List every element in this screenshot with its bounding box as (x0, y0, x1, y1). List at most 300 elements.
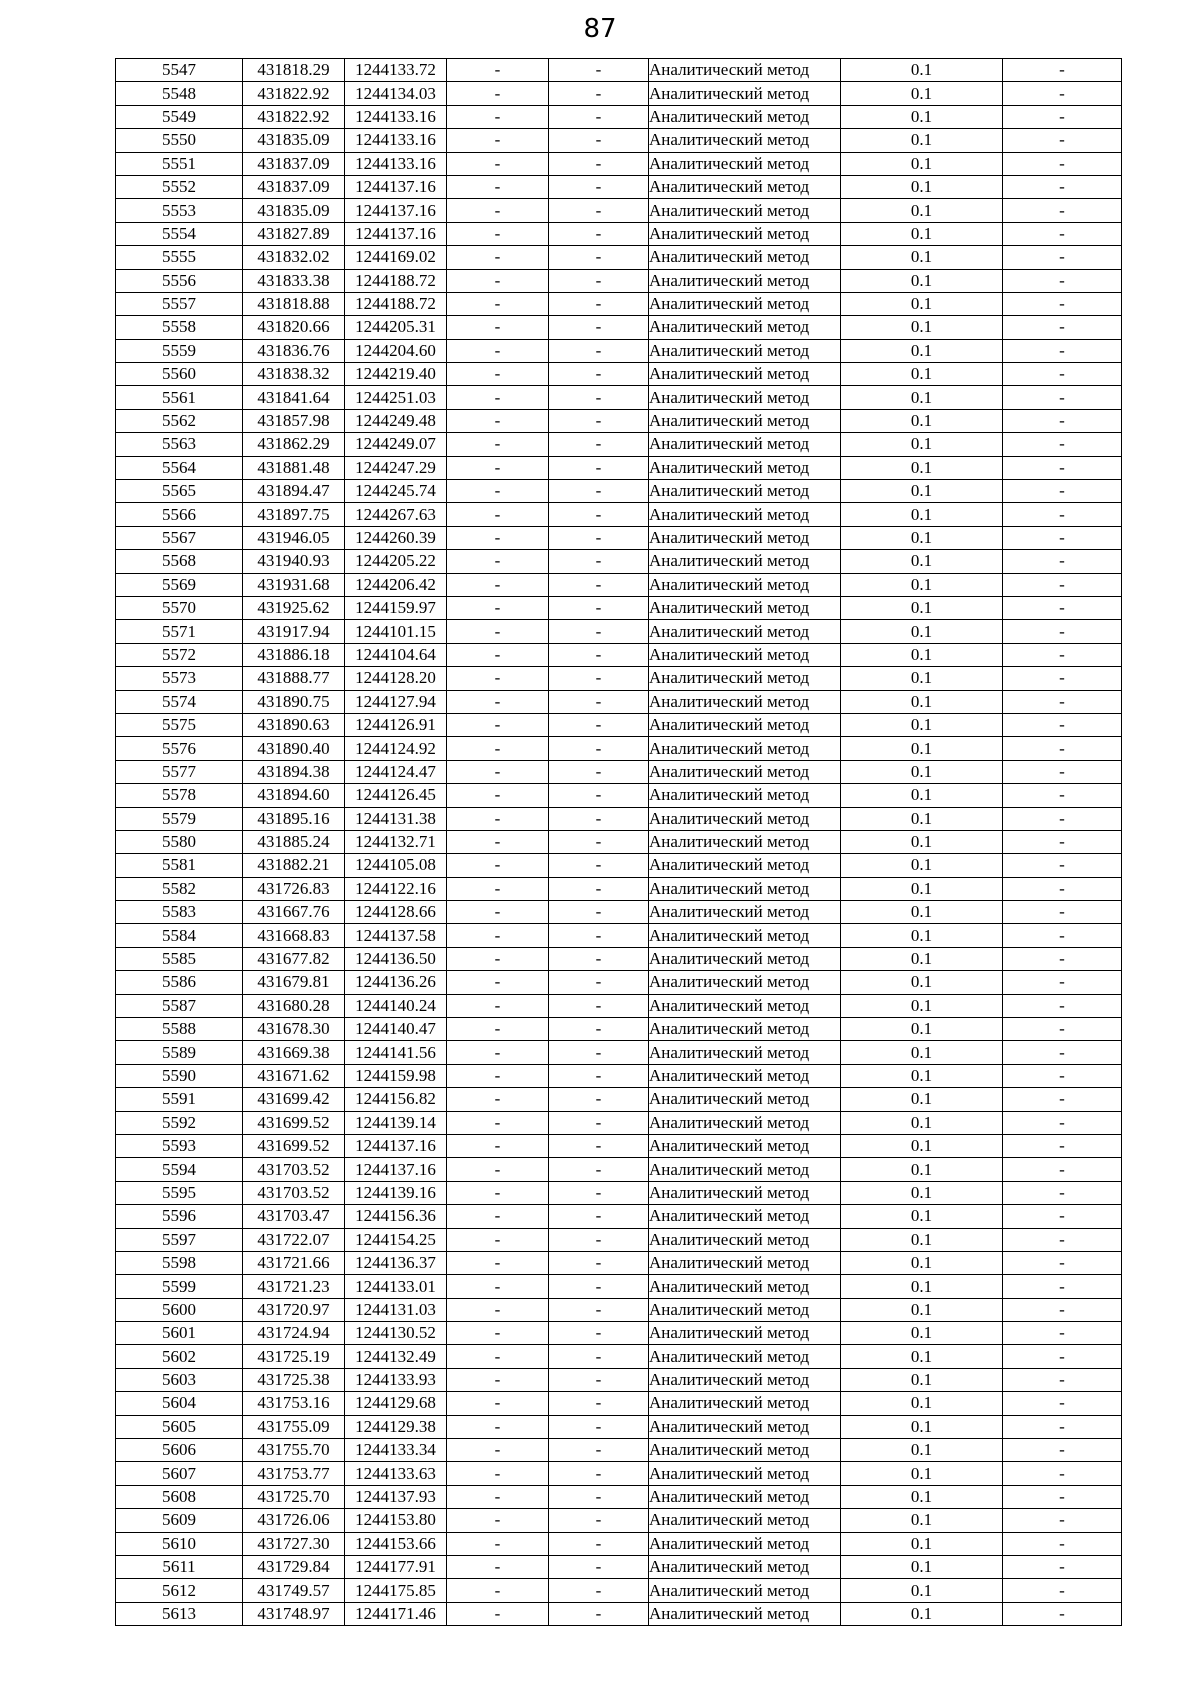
empty-value-cell: - (1003, 456, 1122, 479)
empty-value-cell: - (447, 1158, 549, 1181)
empty-value-cell: - (447, 1018, 549, 1041)
x-coordinate-cell: 431881.48 (243, 456, 345, 479)
method-cell: Аналитический метод (649, 550, 841, 573)
precision-cell: 0.1 (841, 456, 1003, 479)
empty-value-cell: - (549, 1368, 649, 1391)
precision-cell: 0.1 (841, 924, 1003, 947)
precision-cell: 0.1 (841, 947, 1003, 970)
point-number-cell: 5577 (116, 760, 243, 783)
method-cell: Аналитический метод (649, 222, 841, 245)
empty-value-cell: - (549, 503, 649, 526)
precision-cell: 0.1 (841, 1088, 1003, 1111)
point-number-cell: 5594 (116, 1158, 243, 1181)
y-coordinate-cell: 1244156.36 (345, 1205, 447, 1228)
empty-value-cell: - (549, 924, 649, 947)
y-coordinate-cell: 1244205.31 (345, 316, 447, 339)
y-coordinate-cell: 1244249.07 (345, 433, 447, 456)
table-row (116, 1322, 1122, 1345)
point-number-cell: 5561 (116, 386, 243, 409)
empty-value-cell: - (549, 1485, 649, 1508)
empty-value-cell: - (1003, 363, 1122, 386)
method-cell: Аналитический метод (649, 830, 841, 853)
method-cell: Аналитический метод (649, 1205, 841, 1228)
empty-value-cell: - (447, 994, 549, 1017)
x-coordinate-cell: 431841.64 (243, 386, 345, 409)
empty-value-cell: - (1003, 1439, 1122, 1462)
precision-cell: 0.1 (841, 784, 1003, 807)
method-cell: Аналитический метод (649, 1556, 841, 1579)
empty-value-cell: - (1003, 526, 1122, 549)
empty-value-cell: - (447, 1415, 549, 1438)
empty-value-cell: - (549, 292, 649, 315)
table-row (116, 643, 1122, 666)
y-coordinate-cell: 1244104.64 (345, 643, 447, 666)
empty-value-cell: - (447, 480, 549, 503)
empty-value-cell: - (549, 690, 649, 713)
empty-value-cell: - (447, 901, 549, 924)
table-row (116, 199, 1122, 222)
empty-value-cell: - (549, 854, 649, 877)
point-number-cell: 5595 (116, 1181, 243, 1204)
method-cell: Аналитический метод (649, 1322, 841, 1345)
empty-value-cell: - (549, 1111, 649, 1134)
y-coordinate-cell: 1244105.08 (345, 854, 447, 877)
empty-value-cell: - (549, 1205, 649, 1228)
method-cell: Аналитический метод (649, 596, 841, 619)
empty-value-cell: - (549, 1392, 649, 1415)
method-cell: Аналитический метод (649, 713, 841, 736)
empty-value-cell: - (447, 339, 549, 362)
y-coordinate-cell: 1244140.47 (345, 1018, 447, 1041)
table-row (116, 1134, 1122, 1157)
table-row (116, 1181, 1122, 1204)
x-coordinate-cell: 431725.38 (243, 1368, 345, 1391)
precision-cell: 0.1 (841, 1462, 1003, 1485)
method-cell: Аналитический метод (649, 339, 841, 362)
empty-value-cell: - (549, 199, 649, 222)
precision-cell: 0.1 (841, 971, 1003, 994)
empty-value-cell: - (549, 830, 649, 853)
point-number-cell: 5562 (116, 409, 243, 432)
table-row (116, 901, 1122, 924)
method-cell: Аналитический метод (649, 386, 841, 409)
y-coordinate-cell: 1244129.68 (345, 1392, 447, 1415)
empty-value-cell: - (447, 246, 549, 269)
x-coordinate-cell: 431699.52 (243, 1134, 345, 1157)
empty-value-cell: - (549, 129, 649, 152)
point-number-cell: 5598 (116, 1251, 243, 1274)
precision-cell: 0.1 (841, 760, 1003, 783)
table-row (116, 456, 1122, 479)
y-coordinate-cell: 1244132.49 (345, 1345, 447, 1368)
empty-value-cell: - (1003, 1322, 1122, 1345)
empty-value-cell: - (447, 854, 549, 877)
method-cell: Аналитический метод (649, 456, 841, 479)
y-coordinate-cell: 1244251.03 (345, 386, 447, 409)
empty-value-cell: - (1003, 596, 1122, 619)
x-coordinate-cell: 431669.38 (243, 1041, 345, 1064)
method-cell: Аналитический метод (649, 1111, 841, 1134)
y-coordinate-cell: 1244204.60 (345, 339, 447, 362)
empty-value-cell: - (447, 643, 549, 666)
x-coordinate-cell: 431917.94 (243, 620, 345, 643)
point-number-cell: 5610 (116, 1532, 243, 1555)
method-cell: Аналитический метод (649, 1158, 841, 1181)
precision-cell: 0.1 (841, 1275, 1003, 1298)
empty-value-cell: - (1003, 573, 1122, 596)
empty-value-cell: - (549, 105, 649, 128)
x-coordinate-cell: 431668.83 (243, 924, 345, 947)
point-number-cell: 5560 (116, 363, 243, 386)
table-row (116, 1228, 1122, 1251)
point-number-cell: 5569 (116, 573, 243, 596)
table-row (116, 1392, 1122, 1415)
precision-cell: 0.1 (841, 1041, 1003, 1064)
table-row (116, 1602, 1122, 1625)
empty-value-cell: - (447, 667, 549, 690)
precision-cell: 0.1 (841, 643, 1003, 666)
empty-value-cell: - (447, 807, 549, 830)
x-coordinate-cell: 431946.05 (243, 526, 345, 549)
y-coordinate-cell: 1244136.50 (345, 947, 447, 970)
point-number-cell: 5557 (116, 292, 243, 315)
empty-value-cell: - (447, 433, 549, 456)
point-number-cell: 5600 (116, 1298, 243, 1321)
x-coordinate-cell: 431725.19 (243, 1345, 345, 1368)
table-row (116, 1462, 1122, 1485)
empty-value-cell: - (447, 620, 549, 643)
empty-value-cell: - (447, 1579, 549, 1602)
empty-value-cell: - (549, 386, 649, 409)
table-row (116, 152, 1122, 175)
empty-value-cell: - (447, 1439, 549, 1462)
method-cell: Аналитический метод (649, 129, 841, 152)
x-coordinate-cell: 431897.75 (243, 503, 345, 526)
method-cell: Аналитический метод (649, 292, 841, 315)
empty-value-cell: - (549, 737, 649, 760)
x-coordinate-cell: 431886.18 (243, 643, 345, 666)
precision-cell: 0.1 (841, 1298, 1003, 1321)
empty-value-cell: - (549, 1509, 649, 1532)
empty-value-cell: - (549, 971, 649, 994)
empty-value-cell: - (549, 1228, 649, 1251)
point-number-cell: 5609 (116, 1509, 243, 1532)
precision-cell: 0.1 (841, 877, 1003, 900)
table-row (116, 1439, 1122, 1462)
empty-value-cell: - (447, 1275, 549, 1298)
y-coordinate-cell: 1244133.16 (345, 129, 447, 152)
y-coordinate-cell: 1244156.82 (345, 1088, 447, 1111)
empty-value-cell: - (1003, 1298, 1122, 1321)
empty-value-cell: - (447, 947, 549, 970)
empty-value-cell: - (447, 105, 549, 128)
x-coordinate-cell: 431931.68 (243, 573, 345, 596)
method-cell: Аналитический метод (649, 1462, 841, 1485)
table-row (116, 947, 1122, 970)
x-coordinate-cell: 431820.66 (243, 316, 345, 339)
empty-value-cell: - (1003, 129, 1122, 152)
precision-cell: 0.1 (841, 1439, 1003, 1462)
x-coordinate-cell: 431680.28 (243, 994, 345, 1017)
empty-value-cell: - (1003, 971, 1122, 994)
precision-cell: 0.1 (841, 690, 1003, 713)
empty-value-cell: - (549, 620, 649, 643)
empty-value-cell: - (447, 292, 549, 315)
method-cell: Аналитический метод (649, 246, 841, 269)
precision-cell: 0.1 (841, 526, 1003, 549)
y-coordinate-cell: 1244127.94 (345, 690, 447, 713)
empty-value-cell: - (1003, 877, 1122, 900)
y-coordinate-cell: 1244169.02 (345, 246, 447, 269)
table-row (116, 924, 1122, 947)
point-number-cell: 5556 (116, 269, 243, 292)
empty-value-cell: - (549, 480, 649, 503)
y-coordinate-cell: 1244130.52 (345, 1322, 447, 1345)
empty-value-cell: - (447, 409, 549, 432)
point-number-cell: 5571 (116, 620, 243, 643)
point-number-cell: 5563 (116, 433, 243, 456)
method-cell: Аналитический метод (649, 59, 841, 82)
y-coordinate-cell: 1244124.47 (345, 760, 447, 783)
precision-cell: 0.1 (841, 1158, 1003, 1181)
x-coordinate-cell: 431667.76 (243, 901, 345, 924)
method-cell: Аналитический метод (649, 363, 841, 386)
empty-value-cell: - (549, 1579, 649, 1602)
table-row (116, 784, 1122, 807)
empty-value-cell: - (447, 1088, 549, 1111)
empty-value-cell: - (447, 1228, 549, 1251)
empty-value-cell: - (1003, 1228, 1122, 1251)
empty-value-cell: - (549, 152, 649, 175)
empty-value-cell: - (1003, 1602, 1122, 1625)
method-cell: Аналитический метод (649, 175, 841, 198)
empty-value-cell: - (1003, 82, 1122, 105)
empty-value-cell: - (447, 1368, 549, 1391)
x-coordinate-cell: 431925.62 (243, 596, 345, 619)
table-row (116, 620, 1122, 643)
point-number-cell: 5592 (116, 1111, 243, 1134)
method-cell: Аналитический метод (649, 1509, 841, 1532)
point-number-cell: 5549 (116, 105, 243, 128)
point-number-cell: 5572 (116, 643, 243, 666)
y-coordinate-cell: 1244126.45 (345, 784, 447, 807)
y-coordinate-cell: 1244126.91 (345, 713, 447, 736)
empty-value-cell: - (549, 573, 649, 596)
empty-value-cell: - (1003, 994, 1122, 1017)
empty-value-cell: - (1003, 105, 1122, 128)
empty-value-cell: - (549, 1181, 649, 1204)
method-cell: Аналитический метод (649, 737, 841, 760)
empty-value-cell: - (1003, 1064, 1122, 1087)
empty-value-cell: - (549, 784, 649, 807)
empty-value-cell: - (447, 713, 549, 736)
point-number-cell: 5597 (116, 1228, 243, 1251)
empty-value-cell: - (549, 246, 649, 269)
x-coordinate-cell: 431833.38 (243, 269, 345, 292)
precision-cell: 0.1 (841, 854, 1003, 877)
empty-value-cell: - (447, 1251, 549, 1274)
y-coordinate-cell: 1244137.16 (345, 222, 447, 245)
empty-value-cell: - (447, 1532, 549, 1555)
method-cell: Аналитический метод (649, 1579, 841, 1602)
empty-value-cell: - (1003, 784, 1122, 807)
y-coordinate-cell: 1244247.29 (345, 456, 447, 479)
empty-value-cell: - (1003, 1368, 1122, 1391)
coordinates-table-body (116, 59, 1122, 1626)
precision-cell: 0.1 (841, 363, 1003, 386)
table-row (116, 1509, 1122, 1532)
x-coordinate-cell: 431726.06 (243, 1509, 345, 1532)
table-row (116, 363, 1122, 386)
precision-cell: 0.1 (841, 82, 1003, 105)
empty-value-cell: - (1003, 1485, 1122, 1508)
x-coordinate-cell: 431822.92 (243, 82, 345, 105)
empty-value-cell: - (447, 830, 549, 853)
precision-cell: 0.1 (841, 1064, 1003, 1087)
point-number-cell: 5607 (116, 1462, 243, 1485)
empty-value-cell: - (1003, 620, 1122, 643)
y-coordinate-cell: 1244154.25 (345, 1228, 447, 1251)
empty-value-cell: - (1003, 480, 1122, 503)
precision-cell: 0.1 (841, 807, 1003, 830)
point-number-cell: 5580 (116, 830, 243, 853)
precision-cell: 0.1 (841, 339, 1003, 362)
method-cell: Аналитический метод (649, 924, 841, 947)
empty-value-cell: - (447, 1181, 549, 1204)
table-row (116, 807, 1122, 830)
table-row (116, 1064, 1122, 1087)
point-number-cell: 5555 (116, 246, 243, 269)
y-coordinate-cell: 1244136.26 (345, 971, 447, 994)
y-coordinate-cell: 1244101.15 (345, 620, 447, 643)
y-coordinate-cell: 1244171.46 (345, 1602, 447, 1625)
point-number-cell: 5584 (116, 924, 243, 947)
y-coordinate-cell: 1244136.37 (345, 1251, 447, 1274)
empty-value-cell: - (549, 82, 649, 105)
table-row (116, 994, 1122, 1017)
empty-value-cell: - (549, 269, 649, 292)
point-number-cell: 5604 (116, 1392, 243, 1415)
empty-value-cell: - (549, 1345, 649, 1368)
empty-value-cell: - (549, 1322, 649, 1345)
empty-value-cell: - (549, 760, 649, 783)
empty-value-cell: - (1003, 1088, 1122, 1111)
method-cell: Аналитический метод (649, 994, 841, 1017)
empty-value-cell: - (1003, 246, 1122, 269)
method-cell: Аналитический метод (649, 1439, 841, 1462)
method-cell: Аналитический метод (649, 480, 841, 503)
point-number-cell: 5591 (116, 1088, 243, 1111)
y-coordinate-cell: 1244188.72 (345, 292, 447, 315)
precision-cell: 0.1 (841, 199, 1003, 222)
empty-value-cell: - (549, 1041, 649, 1064)
table-row (116, 760, 1122, 783)
method-cell: Аналитический метод (649, 760, 841, 783)
x-coordinate-cell: 431885.24 (243, 830, 345, 853)
point-number-cell: 5567 (116, 526, 243, 549)
point-number-cell: 5565 (116, 480, 243, 503)
y-coordinate-cell: 1244131.03 (345, 1298, 447, 1321)
empty-value-cell: - (1003, 152, 1122, 175)
y-coordinate-cell: 1244137.16 (345, 1158, 447, 1181)
x-coordinate-cell: 431727.30 (243, 1532, 345, 1555)
y-coordinate-cell: 1244267.63 (345, 503, 447, 526)
y-coordinate-cell: 1244133.93 (345, 1368, 447, 1391)
method-cell: Аналитический метод (649, 854, 841, 877)
empty-value-cell: - (1003, 901, 1122, 924)
y-coordinate-cell: 1244140.24 (345, 994, 447, 1017)
point-number-cell: 5566 (116, 503, 243, 526)
precision-cell: 0.1 (841, 1345, 1003, 1368)
method-cell: Аналитический метод (649, 433, 841, 456)
table-row (116, 82, 1122, 105)
empty-value-cell: - (447, 1111, 549, 1134)
empty-value-cell: - (447, 784, 549, 807)
point-number-cell: 5559 (116, 339, 243, 362)
x-coordinate-cell: 431753.77 (243, 1462, 345, 1485)
x-coordinate-cell: 431679.81 (243, 971, 345, 994)
y-coordinate-cell: 1244205.22 (345, 550, 447, 573)
point-number-cell: 5564 (116, 456, 243, 479)
point-number-cell: 5579 (116, 807, 243, 830)
empty-value-cell: - (447, 222, 549, 245)
x-coordinate-cell: 431755.09 (243, 1415, 345, 1438)
empty-value-cell: - (549, 947, 649, 970)
empty-value-cell: - (1003, 1134, 1122, 1157)
empty-value-cell: - (1003, 1509, 1122, 1532)
precision-cell: 0.1 (841, 59, 1003, 82)
table-row (116, 1041, 1122, 1064)
method-cell: Аналитический метод (649, 1368, 841, 1391)
table-row (116, 1111, 1122, 1134)
point-number-cell: 5581 (116, 854, 243, 877)
table-row (116, 1275, 1122, 1298)
empty-value-cell: - (447, 1134, 549, 1157)
empty-value-cell: - (1003, 59, 1122, 82)
point-number-cell: 5599 (116, 1275, 243, 1298)
empty-value-cell: - (447, 152, 549, 175)
empty-value-cell: - (549, 1088, 649, 1111)
point-number-cell: 5583 (116, 901, 243, 924)
empty-value-cell: - (447, 737, 549, 760)
table-row (116, 480, 1122, 503)
x-coordinate-cell: 431699.52 (243, 1111, 345, 1134)
empty-value-cell: - (447, 199, 549, 222)
y-coordinate-cell: 1244133.01 (345, 1275, 447, 1298)
y-coordinate-cell: 1244175.85 (345, 1579, 447, 1602)
empty-value-cell: - (447, 760, 549, 783)
empty-value-cell: - (447, 924, 549, 947)
empty-value-cell: - (1003, 316, 1122, 339)
empty-value-cell: - (549, 643, 649, 666)
empty-value-cell: - (1003, 854, 1122, 877)
x-coordinate-cell: 431894.60 (243, 784, 345, 807)
x-coordinate-cell: 431835.09 (243, 199, 345, 222)
x-coordinate-cell: 431721.66 (243, 1251, 345, 1274)
table-row (116, 573, 1122, 596)
x-coordinate-cell: 431726.83 (243, 877, 345, 900)
empty-value-cell: - (1003, 760, 1122, 783)
table-row (116, 854, 1122, 877)
empty-value-cell: - (549, 1439, 649, 1462)
precision-cell: 0.1 (841, 620, 1003, 643)
empty-value-cell: - (1003, 1275, 1122, 1298)
empty-value-cell: - (549, 222, 649, 245)
precision-cell: 0.1 (841, 1392, 1003, 1415)
point-number-cell: 5552 (116, 175, 243, 198)
empty-value-cell: - (447, 1041, 549, 1064)
method-cell: Аналитический метод (649, 901, 841, 924)
